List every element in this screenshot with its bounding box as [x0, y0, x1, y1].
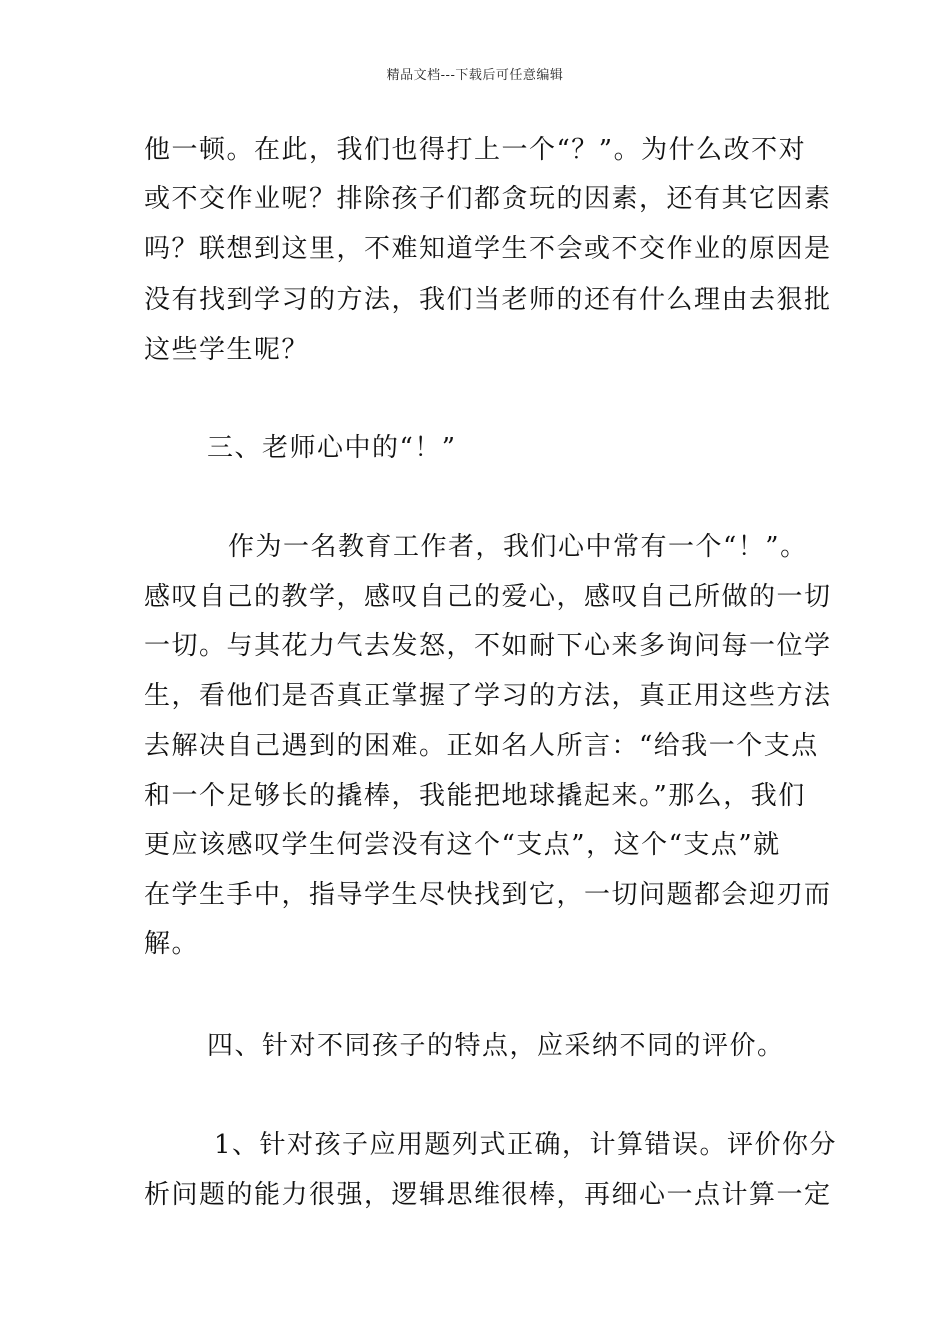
paragraph-line: 吗？联想到这里，不难知道学生不会或不交作业的原因是: [144, 234, 832, 264]
paragraph-line: 更应该感叹学生何尝没有这个“支点”，这个“支点”就: [144, 830, 781, 860]
list-item-line: 1、针对孩子应用题列式正确，计算错误。评价你分: [214, 1130, 838, 1160]
paragraph-line: 去解决自己遇到的困难。正如名人所言：“给我一个支点: [144, 731, 819, 761]
paragraph-line: 这些学生呢？: [144, 335, 310, 365]
paragraph-line: 感叹自己的教学，感叹自己的爱心，感叹自己所做的一切: [144, 582, 832, 612]
section-heading: 三、老师心中的“！”: [207, 433, 457, 463]
section-heading: 四、针对不同孩子的特点，应采纳不同的评价。: [207, 1031, 785, 1061]
paragraph-line: 在学生手中，指导学生尽快找到它，一切问题都会迎刃而: [144, 880, 832, 910]
paragraph-line: 他一顿。在此，我们也得打上一个“？”。为什么改不对: [144, 135, 807, 165]
paragraph-line: 或不交作业呢？排除孩子们都贪玩的因素，还有其它因素: [144, 184, 832, 214]
paragraph-line: 一切。与其花力气去发怒，不如耐下心来多询问每一位学: [144, 631, 832, 661]
paragraph-line: 没有找到学习的方法，我们当老师的还有什么理由去狠批: [144, 285, 832, 315]
paragraph-line: 作为一名教育工作者，我们心中常有一个“！”。: [228, 532, 808, 562]
paragraph-line: 生，看他们是否真正掌握了学习的方法，真正用这些方法: [144, 681, 832, 711]
list-item-line: 析问题的能力很强，逻辑思维很棒，再细心一点计算一定: [144, 1180, 832, 1210]
page-header: 精品文档---下载后可任意编辑: [386, 68, 564, 83]
paragraph-line: 解。: [144, 929, 200, 959]
paragraph-line: 和一个足够长的撬棒，我能把地球撬起来。”那么，我们: [144, 781, 806, 811]
